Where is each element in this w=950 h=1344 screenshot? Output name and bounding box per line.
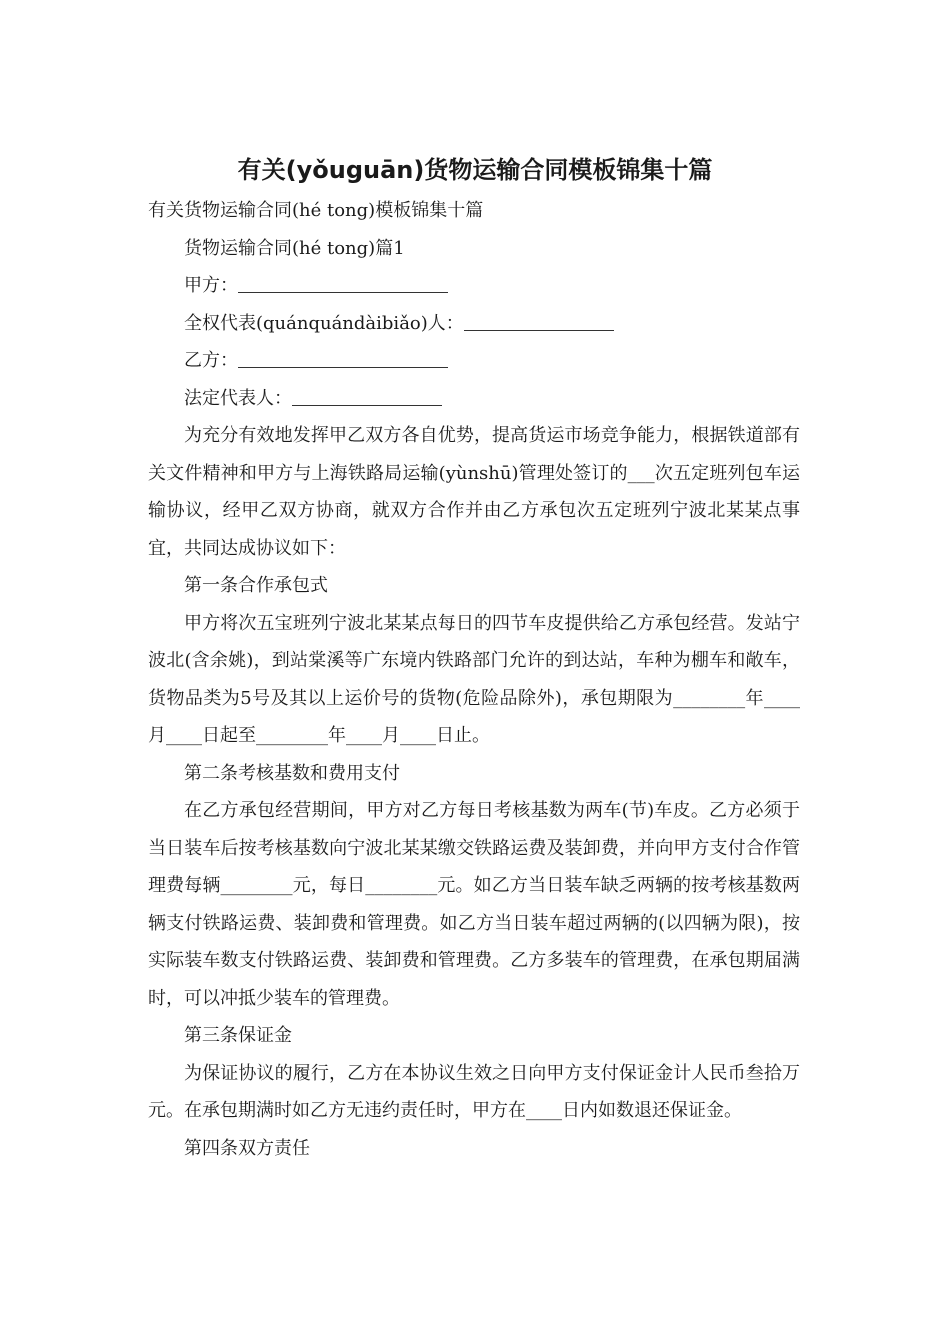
party-b-label: 乙方：: [184, 350, 238, 371]
authorized-rep-line: [148, 305, 800, 343]
legal-rep-blank: [292, 383, 442, 406]
party-b-line: [148, 342, 800, 380]
legal-rep-line: [148, 380, 800, 418]
chapter-heading: 货物运输合同(hé tong)篇1: [184, 237, 405, 259]
article-3-title: 第三条保证金: [184, 1025, 292, 1046]
article-4-title: 第四条双方责任: [184, 1137, 310, 1159]
document-body: [148, 192, 800, 1167]
party-a-label: 甲方：: [184, 275, 238, 296]
document-subtitle: 有关货物运输合同(hé tong)模板锦集十篇: [148, 200, 484, 221]
article-2-body: 在乙方承包经营期间，甲方对乙方每日考核基数为两车(节)车皮。乙方必须于当日装车后按考核基数向宁波北某某缴交铁路运费及装卸费，并向甲方支付合作管理费每辆________元，每日________元。如乙方当日装车缺乏两辆的按考核基数两辆支付铁路运费、装卸费和管理费。如乙方当日装车超过两辆的(以四辆为限)，按实际装车数支付铁路运费、装卸费和管理费。乙方多装车的管理费，在承包期届满时，可以冲抵少装车的管理费。: [148, 800, 800, 1009]
legal-rep-label: 法定代表人：: [184, 387, 292, 409]
party-b-blank: [238, 345, 448, 368]
document-title: 有关(yǒuguān)货物运输合同模板锦集十篇: [237, 156, 713, 184]
party-a-line: [148, 267, 800, 305]
authorized-rep-label: 全权代表(quánquándàibiǎo)人：: [184, 312, 464, 334]
article-1-body: 甲方将次五宝班列宁波北某某点每日的四节车皮提供给乙方承包经营。发站宁波北(含余姚)，到站棠溪等广东境内铁路部门允许的到达站，车种为棚车和敞车，货物品类为5号及其以上运价号的货物(危险品除外)，承包期限为________年____月____日起至________年____月____日止。: [148, 612, 800, 746]
authorized-rep-blank: [464, 308, 614, 331]
article-1-title: 第一条合作承包式: [184, 575, 328, 596]
article-2-title: 第二条考核基数和费用支付: [184, 762, 400, 784]
article-3-body: 为保证协议的履行，乙方在本协议生效之日向甲方支付保证金计人民币叁拾万元。在承包期满时如乙方无违约责任时，甲方在____日内如数退还保证金。: [148, 1062, 800, 1121]
intro-paragraph: 为充分有效地发挥甲乙双方各自优势，提高货运市场竞争能力，根据铁道部有关文件精神和甲方与上海铁路局运输(yùnshū)管理处签订的___次五定班列包车运输协议，经甲乙双方协商，就双方合作并由乙方承包次五定班列宁波北某某点事宜，共同达成协议如下：: [148, 425, 800, 559]
party-a-blank: [238, 270, 448, 293]
